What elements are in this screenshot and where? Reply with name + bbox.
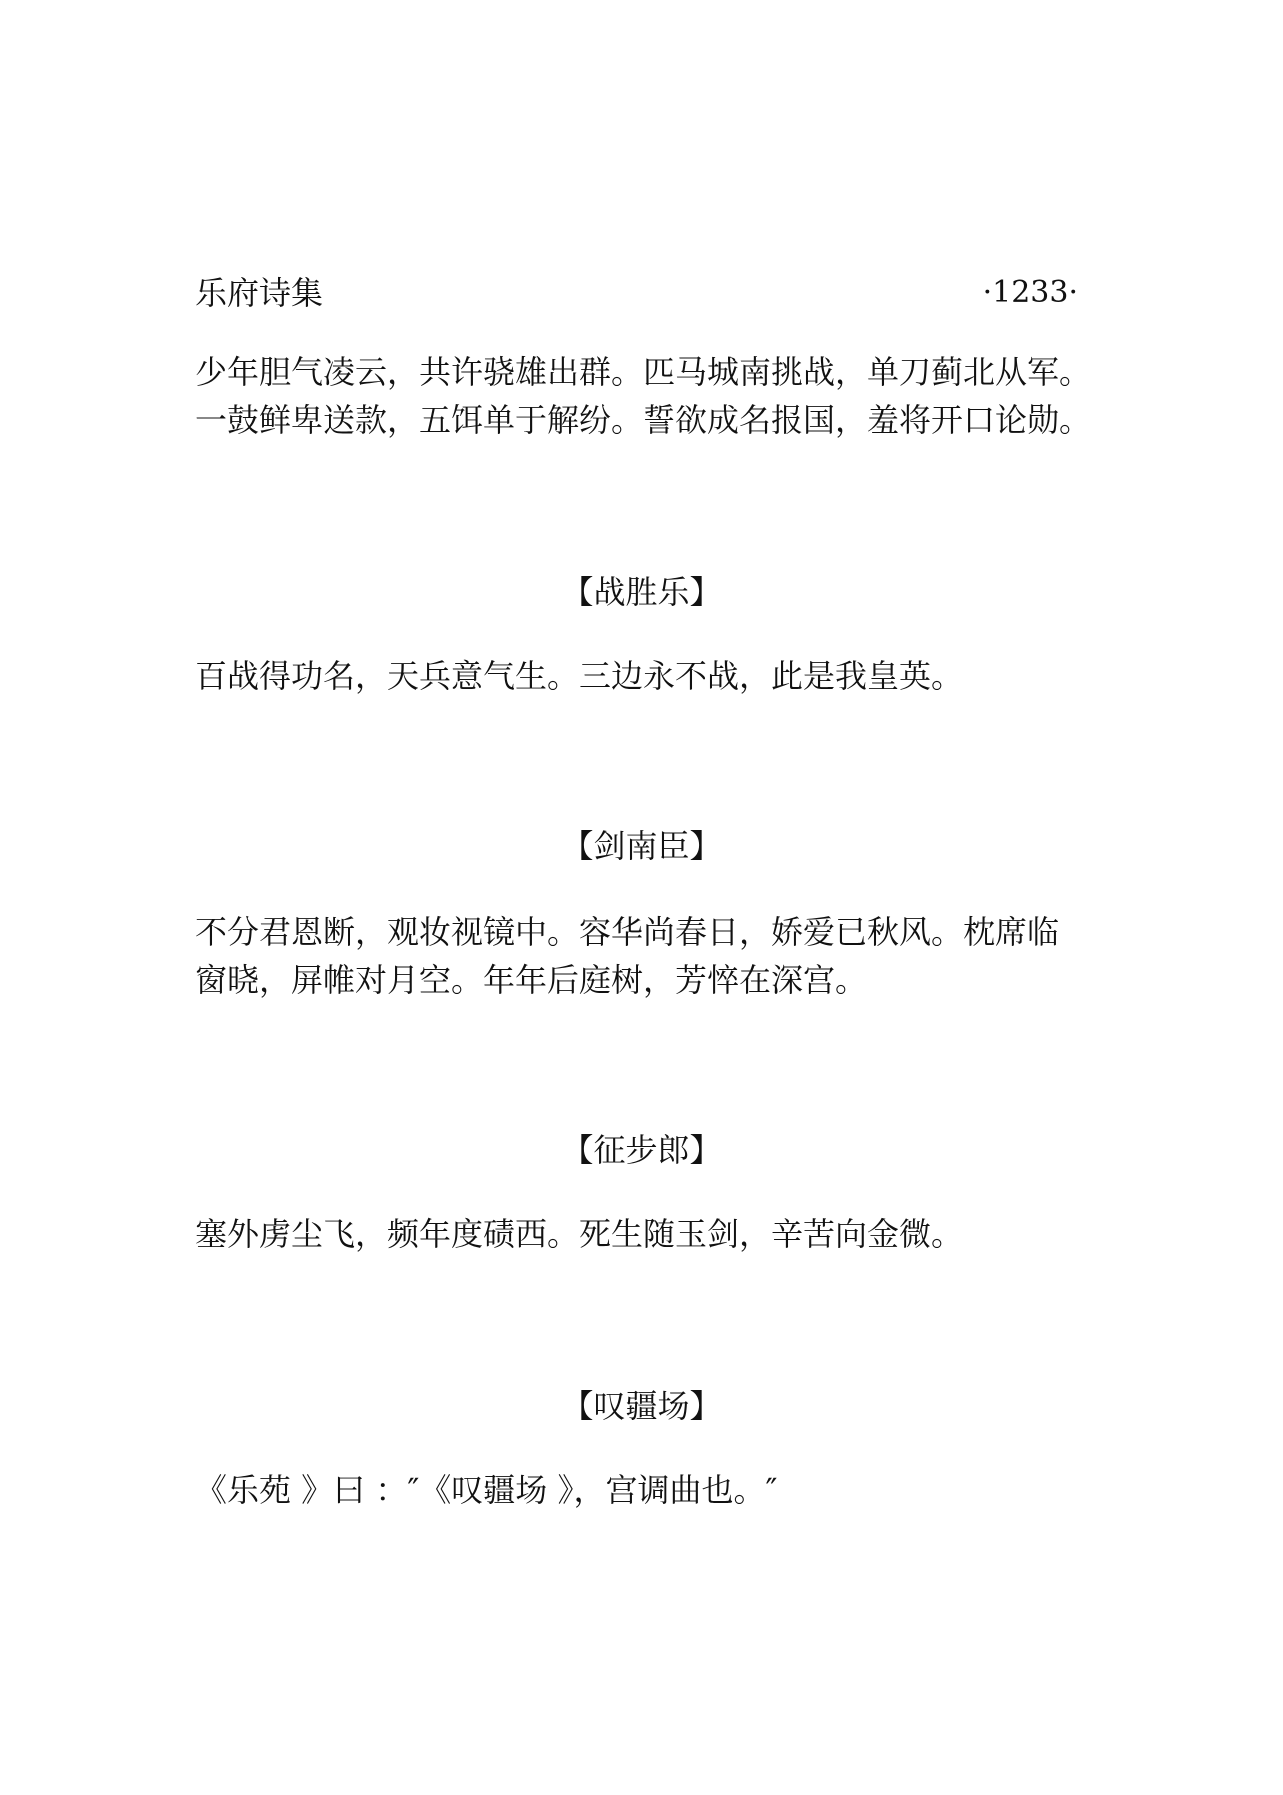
section-heading: 【叹疆场】 xyxy=(561,1387,722,1425)
poem-line: 窗晓，屏帷对月空。年年后庭树，芳悴在深宫。 xyxy=(195,961,868,999)
poem-line: 百战得功名，天兵意气生。三边永不战，此是我皇英。 xyxy=(195,657,964,695)
poem-line: 少年胆气凌云，共许骁雄出群。匹马城南挑战，单刀蓟北从军。 xyxy=(195,353,1092,391)
annotation-text: 《乐苑 》曰 ：″《叹疆场 》，宫调曲也。″ xyxy=(195,1471,778,1509)
page-header xyxy=(195,268,1078,318)
poem-line: 不分君恩断，观妆视镜中。容华尚春日，娇爱已秋风。枕席临 xyxy=(195,913,1060,951)
poem-line: 一鼓鲜卑送款，五饵单于解纷。誓欲成名报国，羞将开口论勋。 xyxy=(195,401,1092,439)
book-title: 乐府诗集 xyxy=(195,274,324,312)
section-heading: 【剑南臣】 xyxy=(561,827,722,865)
poem-line: 塞外虏尘飞，频年度碛西。死生随玉剑，辛苦向金微。 xyxy=(195,1215,964,1253)
section-heading: 【征步郎】 xyxy=(561,1131,722,1169)
section-heading: 【战胜乐】 xyxy=(561,573,722,611)
page-number: ·1233· xyxy=(982,275,1078,310)
